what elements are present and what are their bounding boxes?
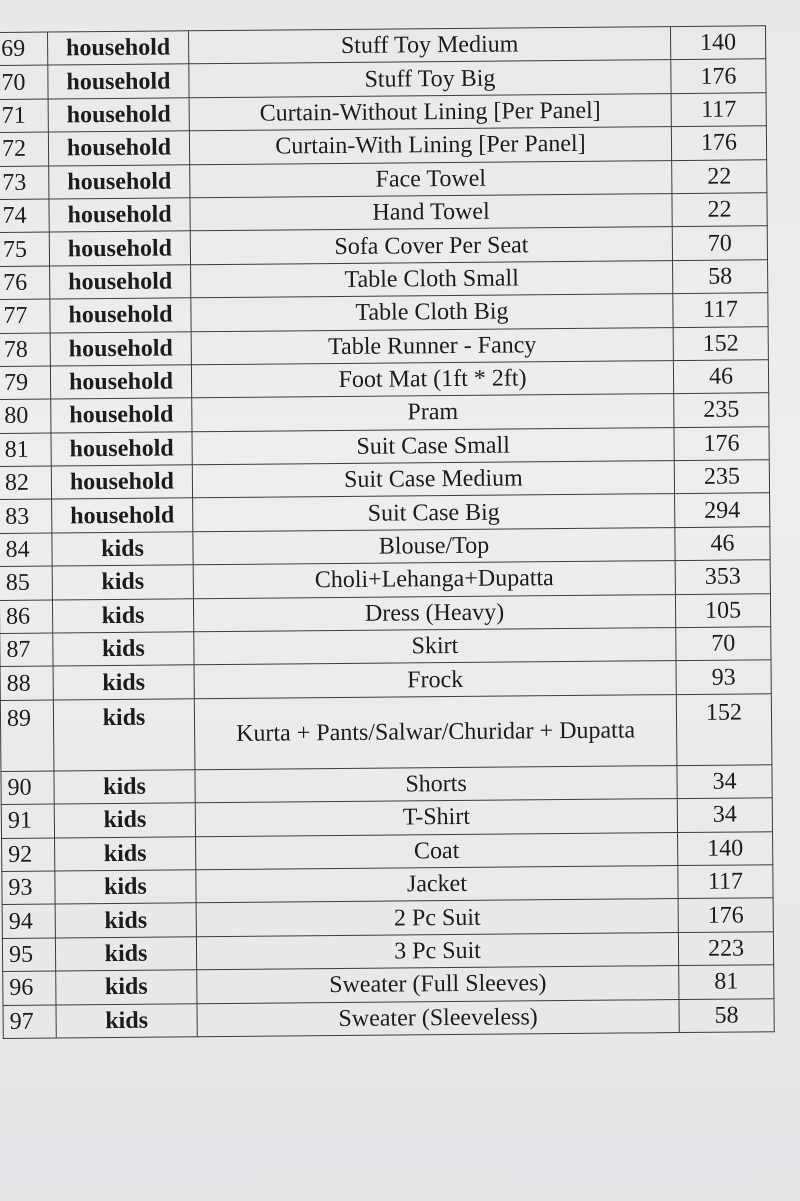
category-cell: household xyxy=(48,131,189,166)
category-cell: kids xyxy=(53,665,194,700)
item-cell: Choli+Lehanga+Dupatta xyxy=(193,561,675,599)
row-number: 91 xyxy=(1,804,54,838)
row-number: 72 xyxy=(0,132,49,166)
row-number: 82 xyxy=(0,466,52,500)
price-cell: 117 xyxy=(678,865,773,899)
table-body xyxy=(0,26,774,1039)
item-cell: Shorts xyxy=(195,765,677,803)
row-number: 90 xyxy=(1,771,54,805)
row-number: 76 xyxy=(0,266,50,300)
item-cell: Curtain-Without Lining [Per Panel] xyxy=(189,93,671,131)
price-cell: 70 xyxy=(672,226,767,260)
category-cell: household xyxy=(48,64,189,99)
row-number: 94 xyxy=(2,904,55,938)
category-cell: kids xyxy=(55,836,196,871)
price-cell: 152 xyxy=(676,694,772,766)
category-cell: kids xyxy=(56,1003,197,1038)
table-row xyxy=(0,694,772,772)
price-cell: 176 xyxy=(674,426,769,460)
item-cell: Sweater (Sleeveless) xyxy=(197,999,679,1037)
item-cell: Stuff Toy Medium xyxy=(188,27,670,65)
category-cell: household xyxy=(51,398,192,433)
item-cell: Coat xyxy=(196,832,678,870)
item-cell: Jacket xyxy=(196,866,678,904)
row-number: 78 xyxy=(0,333,50,367)
price-cell: 176 xyxy=(678,898,773,932)
category-cell: household xyxy=(49,164,190,199)
item-cell: Kurta + Pants/Salwar/Churidar + Dupatta xyxy=(194,694,677,769)
row-number: 74 xyxy=(0,199,49,233)
item-cell: 3 Pc Suit xyxy=(196,932,678,970)
category-cell: kids xyxy=(52,598,193,633)
category-cell: kids xyxy=(52,565,193,600)
price-list-table xyxy=(0,25,775,1039)
item-cell: Sofa Cover Per Seat xyxy=(190,227,672,265)
item-cell: Skirt xyxy=(194,628,676,666)
item-cell: Table Cloth Big xyxy=(191,294,673,332)
row-number: 95 xyxy=(2,938,55,972)
category-cell: household xyxy=(49,231,190,266)
row-number: 71 xyxy=(0,99,48,133)
category-cell: household xyxy=(50,331,191,366)
price-cell: 235 xyxy=(674,460,769,494)
category-cell: household xyxy=(52,498,193,533)
category-cell: kids xyxy=(53,699,195,771)
row-number: 85 xyxy=(0,566,52,600)
category-cell: kids xyxy=(53,632,194,667)
price-cell: 140 xyxy=(678,831,773,865)
price-cell: 46 xyxy=(673,360,768,394)
row-number: 88 xyxy=(0,666,53,700)
item-cell: Pram xyxy=(192,394,674,432)
row-number: 89 xyxy=(0,700,54,771)
row-number: 80 xyxy=(0,399,51,433)
price-cell: 34 xyxy=(677,798,772,832)
item-cell: Curtain-With Lining [Per Panel] xyxy=(189,127,671,165)
price-cell: 294 xyxy=(675,493,770,527)
row-number: 96 xyxy=(3,971,56,1005)
category-cell: kids xyxy=(52,532,193,567)
item-cell: T-Shirt xyxy=(195,799,677,837)
price-cell: 93 xyxy=(676,660,771,694)
item-cell: Frock xyxy=(194,661,676,699)
item-cell: Stuff Toy Big xyxy=(189,60,671,98)
row-number: 79 xyxy=(0,366,51,400)
row-number: 92 xyxy=(2,838,55,872)
row-number: 75 xyxy=(0,232,50,266)
category-cell: household xyxy=(48,98,189,133)
item-cell: Face Towel xyxy=(190,160,672,198)
price-cell: 58 xyxy=(673,259,768,293)
price-cell: 81 xyxy=(679,965,774,999)
category-cell: kids xyxy=(56,970,197,1005)
category-cell: kids xyxy=(54,803,195,838)
price-cell: 34 xyxy=(677,765,772,799)
item-cell: Hand Towel xyxy=(190,194,672,232)
item-cell: Suit Case Medium xyxy=(192,461,674,499)
price-cell: 140 xyxy=(670,26,765,60)
price-cell: 22 xyxy=(672,159,767,193)
item-cell: Dress (Heavy) xyxy=(193,594,675,632)
row-number: 86 xyxy=(0,600,53,634)
category-cell: household xyxy=(48,31,189,66)
category-cell: kids xyxy=(54,770,195,805)
row-number: 87 xyxy=(0,633,53,667)
row-number: 77 xyxy=(0,299,50,333)
price-cell: 58 xyxy=(679,998,774,1032)
item-cell: Suit Case Small xyxy=(192,427,674,465)
price-cell: 117 xyxy=(673,293,768,327)
row-number: 97 xyxy=(3,1005,56,1039)
category-cell: household xyxy=(49,198,190,233)
price-cell: 117 xyxy=(671,93,766,127)
row-number: 83 xyxy=(0,499,52,533)
price-cell: 223 xyxy=(678,931,773,965)
category-cell: household xyxy=(51,465,192,500)
row-number: 69 xyxy=(0,32,48,66)
table-row xyxy=(3,998,774,1038)
item-cell: Table Cloth Small xyxy=(191,260,673,298)
price-cell: 353 xyxy=(675,560,770,594)
item-cell: Foot Mat (1ft * 2ft) xyxy=(191,360,673,398)
row-number: 73 xyxy=(0,166,49,200)
category-cell: kids xyxy=(55,937,196,972)
item-cell: Table Runner - Fancy xyxy=(191,327,673,365)
price-cell: 70 xyxy=(676,627,771,661)
row-number: 70 xyxy=(0,65,48,99)
category-cell: household xyxy=(50,265,191,300)
price-cell: 235 xyxy=(674,393,769,427)
price-cell: 105 xyxy=(675,593,770,627)
row-number: 81 xyxy=(0,433,51,467)
category-cell: household xyxy=(50,365,191,400)
category-cell: kids xyxy=(55,903,196,938)
row-number: 84 xyxy=(0,533,52,567)
price-cell: 22 xyxy=(672,193,767,227)
row-number: 93 xyxy=(2,871,55,905)
category-cell: household xyxy=(51,431,192,466)
item-cell: Suit Case Big xyxy=(193,494,675,532)
category-cell: household xyxy=(50,298,191,333)
price-cell: 176 xyxy=(671,126,766,160)
price-cell: 152 xyxy=(673,326,768,360)
item-cell: Sweater (Full Sleeves) xyxy=(197,966,679,1004)
price-cell: 176 xyxy=(671,59,766,93)
item-cell: Blouse/Top xyxy=(193,527,675,565)
item-cell: 2 Pc Suit xyxy=(196,899,678,937)
category-cell: kids xyxy=(55,870,196,905)
price-cell: 46 xyxy=(675,527,770,561)
